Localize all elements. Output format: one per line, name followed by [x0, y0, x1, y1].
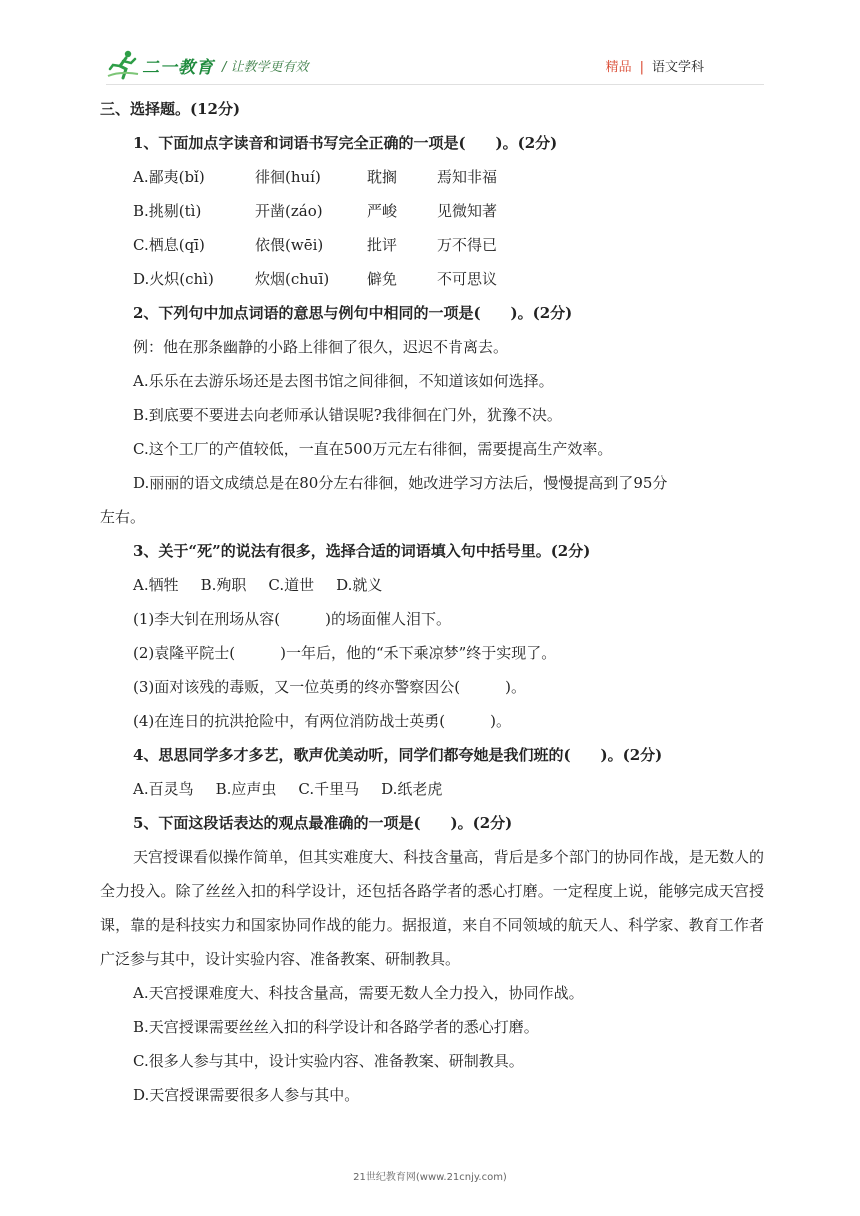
option-c-word-3: 批评 [367, 236, 398, 254]
logo-text: 二一教育 [142, 57, 214, 78]
runner-logo-icon [106, 49, 140, 81]
question-2-option-a: A.乐乐在去游乐场还是去图书馆之间徘徊，不知道该如何选择。 [133, 372, 554, 390]
question-1-option-a [100, 160, 764, 194]
question-2-option-b: B.到底要不要进去向老师承认错误呢?我徘徊在门外，犹豫不决。 [133, 406, 562, 424]
question-2-option-d: D.丽丽的语文成绩总是在80分左右徘徊，她改进学习方法后，慢慢提高到了95分 [133, 474, 668, 492]
option-b-word-3: 严峻 [367, 202, 398, 220]
option-c-word-1: C.栖息(qī) [133, 236, 205, 254]
page-footer: 21世纪教育网(www.21cnjy.com) [353, 1172, 507, 1183]
header-separator: | [639, 60, 644, 75]
question-1-option-d [100, 262, 764, 296]
option-a: A.百灵鸟 [133, 780, 194, 798]
question-1-option-c [100, 228, 764, 262]
question-2-option-d-continued: 左右。 [100, 508, 146, 526]
logo [106, 48, 214, 82]
question-3-sentence-4: (4)在连日的抗洪抢险中，有两位消防战士英勇( )。 [133, 712, 511, 730]
option-c-word-4: 万不得已 [437, 236, 498, 254]
option-a-word-1: A.鄙夷(bǐ) [133, 168, 205, 186]
question-2-example: 例：他在那条幽静的小路上徘徊了很久，迟迟不肯离去。 [133, 338, 509, 356]
option-a-word-2: 徘徊(huí) [255, 168, 321, 186]
slogan: / 让教学更有效 [222, 60, 309, 75]
question-4-options [100, 772, 764, 806]
option-a-word-3: 耽搁 [367, 168, 398, 186]
option-d-word-3: 僻免 [367, 270, 398, 288]
option-a-word-4: 焉知非福 [437, 168, 498, 186]
option-d-word-2: 炊烟(chuī) [255, 270, 330, 288]
option-b: B.殉职 [200, 576, 247, 594]
question-2-title: 2、下列句中加点词语的意思与例句中相同的一项是( )。(2分) [133, 304, 573, 322]
question-5-title: 5、下面这段话表达的观点最准确的一项是( )。(2分) [133, 814, 513, 832]
question-5-option-b: B.天宫授课需要丝丝入扣的科学设计和各路学者的悉心打磨。 [133, 1018, 539, 1036]
question-5-option-a: A.天宫授课难度大、科技含量高，需要无数人全力投入，协同作战。 [133, 984, 584, 1002]
quality-label: 精品 [605, 60, 632, 75]
page-header [0, 0, 860, 86]
question-5-passage: 天宫授课看似操作简单，但其实难度大、科技含量高，背后是多个部门的协同作战，是无数人的全力投入。除了丝丝入扣的科学设计，还包括各路学者的悉心打磨。一定程度上说，能够完成天宫授课，靠的是科技实力和国家协同作战的能力。据报道，来自不同领域的航天人、科学家、教育工作者广泛参与其中，设计实验内容、准备教案、研制教具。 [100, 848, 764, 968]
question-3-sentence-2: (2)袁隆平院士( )一年后，他的“禾下乘凉梦”终于实现了。 [133, 644, 557, 662]
option-c: C.道世 [268, 576, 315, 594]
option-d-word-4: 不可思议 [437, 270, 498, 288]
option-d: D.就义 [336, 576, 383, 594]
question-5-option-c: C.很多人参与其中，设计实验内容、准备教案、研制教具。 [133, 1052, 524, 1070]
question-1-option-b [100, 194, 764, 228]
question-3-options [100, 568, 764, 602]
question-3-title: 3、关于“死”的说法有很多，选择合适的词语填入句中括号里。(2分) [133, 542, 591, 560]
question-3-sentence-1: (1)李大钊在刑场从容( )的场面催人泪下。 [133, 610, 451, 628]
question-4-title: 4、思思同学多才多艺，歌声优美动听，同学们都夸她是我们班的( )。(2分) [133, 746, 663, 764]
option-c-word-2: 依偎(wēi) [255, 236, 324, 254]
question-3-sentence-3: (3)面对该残的毒贩，又一位英勇的终亦警察因公( )。 [133, 678, 526, 696]
option-b-word-1: B.挑剔(tì) [133, 202, 202, 220]
header-subject-label [606, 56, 704, 75]
question-2-option-c: C.这个工厂的产值较低，一直在500万元左右徘徊，需要提高生产效率。 [133, 440, 613, 458]
subject-label: 语文学科 [651, 60, 704, 75]
option-b: B.应声虫 [215, 780, 277, 798]
option-d-word-1: D.火炽(chì) [133, 270, 214, 288]
header-divider [106, 84, 764, 85]
option-a: A.牺牲 [133, 576, 179, 594]
section-title: 三、选择题。(12分) [100, 100, 241, 118]
option-c: C.千里马 [298, 780, 360, 798]
option-d: D.纸老虎 [381, 780, 443, 798]
option-b-word-2: 开凿(záo) [255, 202, 323, 220]
document-body [100, 92, 764, 1112]
question-1-title: 1、下面加点字读音和词语书写完全正确的一项是( )。(2分) [133, 134, 558, 152]
question-5-option-d: D.天宫授课需要很多人参与其中。 [133, 1086, 360, 1104]
option-b-word-4: 见微知著 [437, 202, 498, 220]
